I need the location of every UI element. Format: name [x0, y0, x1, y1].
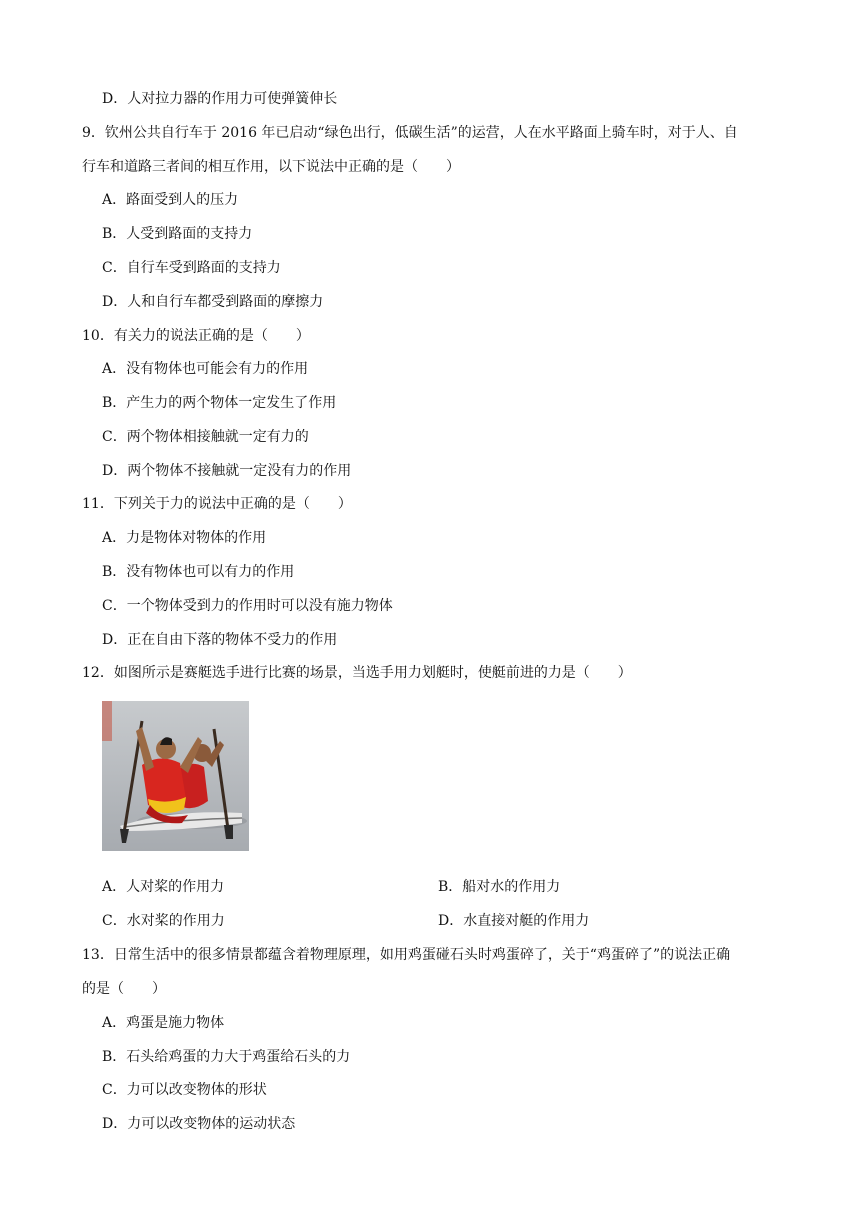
- rowing-photo: [102, 701, 249, 851]
- q12-option-d: D．水直接对艇的作用力: [438, 913, 590, 929]
- q11-option-c: C．一个物体受到力的作用时可以没有施力物体: [102, 598, 393, 614]
- q13-option-b: B．石头给鸡蛋的力大于鸡蛋给石头的力: [102, 1049, 351, 1065]
- q12-stem: 12．如图所示是赛艇选手进行比赛的场景，当选手用力划艇时，使艇前进的力是（ ）: [82, 665, 632, 681]
- q12-option-c: C．水对桨的作用力: [102, 913, 225, 929]
- q10-option-d: D．两个物体不接触就一定没有力的作用: [102, 463, 352, 479]
- rowing-illustration: [102, 701, 249, 851]
- q10-option-a: A．没有物体也可能会有力的作用: [102, 361, 309, 377]
- q12-option-b: B．船对水的作用力: [438, 879, 561, 895]
- q13-stem-line2: 的是（ ）: [82, 981, 166, 997]
- q9-stem-line2: 行车和道路三者间的相互作用，以下说法中正确的是（ ）: [82, 159, 460, 175]
- q9-option-a: A．路面受到人的压力: [102, 192, 239, 208]
- q10-option-b: B．产生力的两个物体一定发生了作用: [102, 395, 337, 411]
- q13-option-c: C．力可以改变物体的形状: [102, 1082, 267, 1098]
- q10-stem: 10．有关力的说法正确的是（ ）: [82, 328, 310, 344]
- q9-option-b: B．人受到路面的支持力: [102, 226, 253, 242]
- q11-option-d: D．正在自由下落的物体不受力的作用: [102, 632, 338, 648]
- q10-option-c: C．两个物体相接触就一定有力的: [102, 429, 309, 445]
- q11-option-a: A．力是物体对物体的作用: [102, 530, 267, 546]
- q13-stem-line1: 13．日常生活中的很多情景都蕴含着物理原理，如用鸡蛋碰石头时鸡蛋碎了，关于“鸡蛋碎了”的说法正确: [82, 947, 731, 963]
- q13-option-a: A．鸡蛋是施力物体: [102, 1015, 225, 1031]
- q9-option-c: C．自行车受到路面的支持力: [102, 260, 281, 276]
- q9-stem-line1: 9．钦州公共自行车于 2016 年已启动“绿色出行，低碳生活”的运营，人在水平路面上骑车时，对于人、自: [82, 125, 738, 141]
- q8-option-d: D．人对拉力器的作用力可使弹簧伸长: [102, 91, 338, 107]
- q13-option-d: D．力可以改变物体的运动状态: [102, 1116, 296, 1132]
- q12-option-a: A．人对桨的作用力: [102, 879, 225, 895]
- q9-option-d: D．人和自行车都受到路面的摩擦力: [102, 294, 324, 310]
- q11-option-b: B．没有物体也可以有力的作用: [102, 564, 295, 580]
- q11-stem: 11．下列关于力的说法中正确的是（ ）: [82, 496, 352, 512]
